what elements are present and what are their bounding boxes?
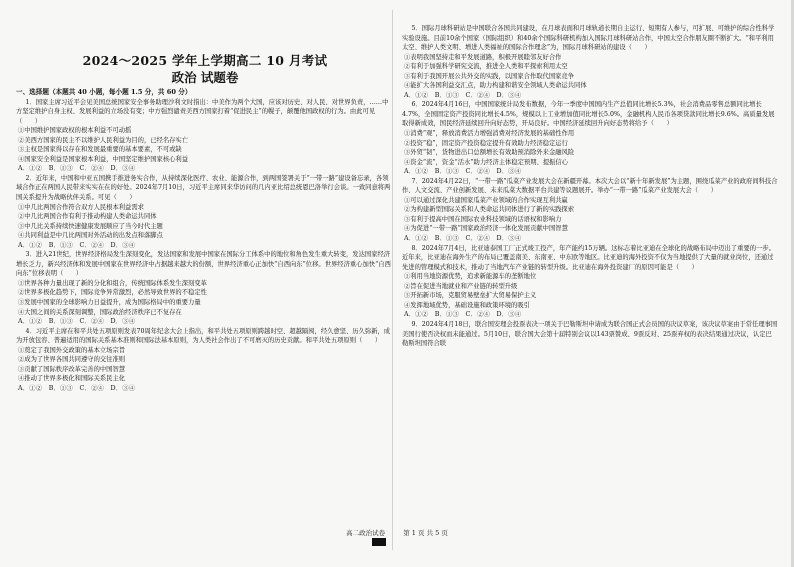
question-stem: 9．2024年4月18日，联合国安理会投票表决一项关于巴勒斯坦申请成为联合国正式会员国的决议草案，该决议草案由于常任理事国美国行使否决权而未能通过。5月10日，联合国大会第十届特别会议以143票赞成、9票反对、25票弃权的表决结果通过决议，认定巴勒斯坦国符合联 [402,320,778,348]
option: ④能扩大各国利益交汇点，助力构建和谐安全领域人类命运共同体 [404,82,587,90]
option: ③主权是国家得以存在和发展最重要的基本要素，不可或缺 [18,146,182,154]
option: ①表明我国坚持走和平发展道路，积极开展睦邻友好合作 [404,53,562,61]
option: ①消费“观”，释放消费活力增强消费对经济发展的基础性作用 [404,130,575,138]
option: ②成为了世界各国共同遵守的交往准则 [18,356,126,364]
option: ④为促进“一带一路”国家政治经济一体化发展贡献中国智慧 [404,225,568,233]
option: ②有利于加强科学研究交流，推进全人类和平探索利用太空 [404,63,568,71]
answer-choices: A．①② B．①③ C．②④ D．③④ [404,311,522,319]
page-footer [0,528,794,537]
option: ④推动了世界多极化和国际关系民主化 [18,375,126,383]
exam-title: 2024～2025 学年上学期高二 10 月考试 [82,53,328,68]
question-2 [16,174,394,250]
option: ②投资“稳”，固定资产投资稳定提升有效助力经济稳定运行 [404,139,568,147]
option: ①奠定了我国外交政策的基本立场宗旨 [18,346,126,354]
option: ①世界各种力量出现了新的分化和组合，传统国际体系发生深刻变革 [18,279,207,287]
answer-choices: A．①② B．①③ C．②④ D．③④ [18,318,136,326]
left-column [16,18,394,394]
option: ③有利于我国开展公共外交的实践，以国家合作取代国家竞争 [404,72,575,80]
option: ③中几比关系持续快速健康发展顺应了当今时代主题 [18,222,163,230]
exam-subtitle: 政治 试题卷 [171,70,239,85]
option: ③外贸“韧”，货物进出口总额增长有效助预消除外来金融风险 [404,149,575,157]
option: ③有利于提高中国在国际农业科技领域的话语权和影响力 [404,215,562,223]
option: ③贡献了国际秩序改革完善的中国智慧 [18,365,126,373]
question-8 [402,244,778,320]
question-6 [402,100,778,176]
option: ②世界多极化趋势下，国际竞争异常激烈，必然导致世界的不稳定性 [18,289,207,297]
option: ②中几比两国合作有利于推动构建人类命运共同体 [18,213,157,221]
option: ②美西方国家的民主不以维护人民利益为目的，已经名存实亡 [18,136,189,144]
answer-choices: A．①② B．①③ C．②④ D．③④ [404,168,522,176]
question-1 [16,98,394,174]
question-stem: 3．进入21世纪，世界经济格局发生深刻变化，发达国家和发展中国家在国际分工体系中的地位和角色发生重大转变，发达国家经济增长乏力，新兴经济体和发展中国家在世界经济中占据越来越大的份额，世界经济重心正加快“自西向东”位移。世界经济重心加快“自西向东”位移表明（ ） [16,251,391,278]
option: ③开拓新市场，克服贸易壁垒扩大贸易保护主义 [404,292,537,300]
option: ④资金“流”，资金“活水”助力经济主体稳定预期、提振信心 [404,158,569,166]
question-stem: 7．2024年4月22日，“一带一路”瓜菜产业发展大会在新疆开幕。本次大会以“新十年新发展”为主题，围绕瓜菜产业的政府间科技合作、人文交流、产业创新发展、未来瓜菜大数据平台共建等议题展开。举办“一带一路”瓜菜产业发展大会（ ） [402,177,778,195]
option: ①中几比两国合作符合双方人民根本利益需求 [18,203,144,211]
answer-choices: A．①② B．①③ C．②④ D．③④ [404,91,522,99]
question-9 [402,320,778,349]
question-stem: 4．习近平主席在和平共处五项原则发表70周年纪念大会上指出，和平共处五项原则跨越时空、超越隔阂，经久愈坚、历久弥新，成为开放包容、普遍适用的国际关系基本准则和国际法基本原则，为人类社会作出了不可磨灭的历史贡献。和平共处五项原则（ ） [16,327,391,345]
question-4 [16,327,394,394]
section-heading: 一、选择题（本题共 40 小题，每小题 1.5 分，共 60 分） [16,88,192,96]
right-column [402,24,778,349]
option: ③发展中国家的全球影响力日益提升，成为国际格局中的重要力量 [18,299,201,307]
answer-choices: A．①② B．①③ C．②④ D．③④ [18,241,136,249]
question-7 [402,177,778,244]
option: ②为构建新型国际关系和人类命运共同体进行了新的实践探索 [404,206,575,214]
option: ①利用当地资源优势，追求新能源车的垄断地位 [404,273,537,281]
column-divider [392,10,393,550]
question-stem: 2．近年来，中国和中亚五国携手推进务实合作，从持续深化医疗、农业、能源合作，到两国签署关于“一带一路”建设备忘录，各领域合作正在两国人民带来实实在在的好处。2024年7月10日，习近平主席同来华访问的几内亚比绍总统恩巴洛举行会谈。一致同意将两国关系提升为战略伙伴关系。可见（ ） [16,174,391,202]
question-5 [402,24,778,100]
scan-mark [372,538,386,546]
page-number: 第 1 页 共 5 页 [403,529,448,537]
answer-choices: A．①② B．①③ C．②④ D．③④ [18,165,136,173]
option: ①中国维护国家政权的根本利益不可动摇 [18,127,132,135]
footer-label: 高二政治试卷 [346,529,386,537]
option: ④大国之间的关系深刻调整，国际政治经济秩序已不复存在 [18,308,182,316]
question-stem: 8．2024年7月4日，比亚迪泰国工厂正式竣工投产，年产能约15万辆。这标志着比亚迪在全球化的战略布局中迈出了重要的一步。近年来，比亚迪在海外生产的布局已覆盖南美、东南亚、中东欧等地区。比亚迪的海外投资不仅为当地提供了大量的就业岗位，还通过先进的管理模式和技术，推动了当地汽车产业链的转型升级。比亚迪在海外投资建厂的原因可能是（ ） [402,244,775,271]
answer-choices: A．①② B．①③ C．②④ D．③④ [18,384,136,392]
option: ④共同利益是中几比两国对外活动的出发点和落脚点 [18,232,163,240]
question-stem: 1．国家主席习近平会见美国总统国家安全事务助理沙利文时指出：中美作为两个大国，应该对历史、对人民、对世界负责，……中方坚定维护自身主权、发展利益的立场没有变；中方强烈谴责美西方国家打着“促进民主”的幌子，颠覆他国政权的行为。由此可见（ ） [16,98,389,125]
question-3 [16,250,394,326]
option: ④发挥地域优势，基础设施和政策环境的吸引 [404,301,530,309]
option: ①可以通过深化共建国家瓜菜产业领域的合作实现互利共赢 [404,196,568,204]
answer-choices: A．①② B．①③ C．②④ D．③④ [404,235,522,243]
question-stem: 5．国际月球科研站是中国联合各国共同建设，在月球表面和月球轨道长期自主运行、短期有人参与，可扩展、可维护的综合性科学实验设施。目前10余个国家（国际组织）和40余个国际科研机构加入国际月球科研站合作，中国太空合作朋友圈不断扩大。“和平利用太空、维护人类文明、增进人类福祉的国际合作理念”为，国际月球科研站的建设（ ） [402,25,775,52]
option: ④国家安全利益是国家根本利益，中国坚定维护国家核心利益 [18,155,189,163]
question-stem: 6．2024年4月16日，中国国家统计局发布数据，今年一季度中国国内生产总值同比增长5.3%，社会消费品零售总额同比增长4.7%，全国固定资产投资同比增长4.5%，规模以上工业增加值同比增长5.0%，金融机构人民币各项贷款同比增长9.6%。高质量发展取得新成效，国民经济延续回升向好态势，开局良好。中国经济延续回升向好态势将给予（ ） [402,101,775,128]
option: ②旨在促进当地就业和产业链的转型升级 [404,282,518,290]
